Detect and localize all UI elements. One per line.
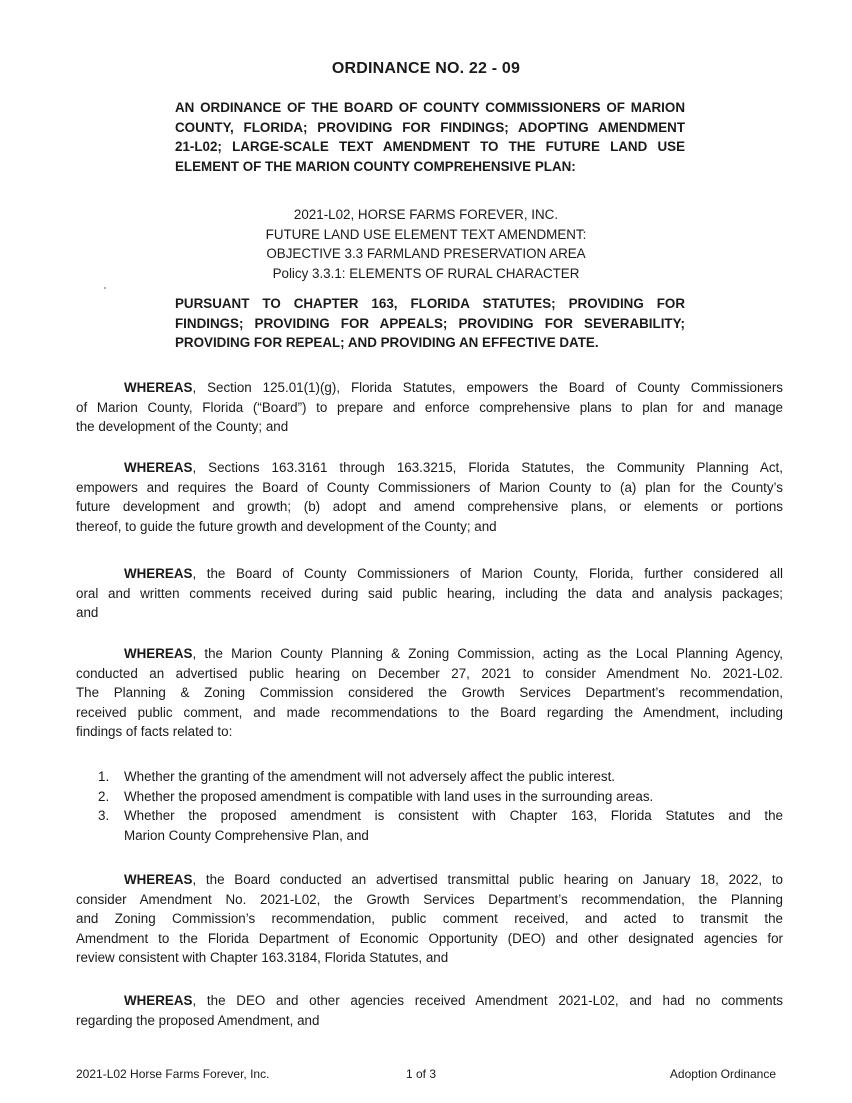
paragraph-line: and Zoning Commission’s recommendation, public comment received, and acted to transmit the: [76, 911, 783, 927]
list-number: 2.: [98, 788, 110, 804]
paragraph-line: thereof, to guide the future growth and development of the County; and: [76, 518, 497, 534]
whereas-label: WHEREAS: [124, 460, 193, 475]
whereas-label: WHEREAS: [124, 872, 193, 887]
paragraph-line: WHEREAS, the Marion County Planning & Zoning Commission, acting as the Local Planning Agency,: [124, 646, 783, 661]
caption-line: FINDINGS; PROVIDING FOR APPEALS; PROVIDING FOR SEVERABILITY;: [175, 315, 685, 331]
amendment-line: Policy 3.3.1: ELEMENTS OF RURAL CHARACTER: [272, 265, 580, 281]
paragraph-line: consider Amendment No. 2021-L02, the Growth Services Department’s recommendation, the Planning: [76, 891, 783, 907]
caption-line: AN ORDINANCE OF THE BOARD OF COUNTY COMMISSIONERS OF MARION: [175, 100, 685, 115]
list-number: 3.: [98, 808, 110, 824]
whereas-label: WHEREAS: [124, 646, 193, 661]
list-item: [98, 787, 783, 807]
paragraph-line: review consistent with Chapter 163.3184, Florida Statutes, and: [76, 950, 449, 966]
list-item-text: Whether the proposed amendment is consistent with Chapter 163, Florida Statutes and the: [124, 808, 783, 824]
caption-line: PURSUANT TO CHAPTER 163, FLORIDA STATUTES; PROVIDING FOR: [175, 296, 685, 311]
paragraph-line: Amendment to the Florida Department of Economic Opportunity (DEO) and other designated agencies for: [76, 930, 783, 946]
paragraph-line: and: [76, 605, 99, 621]
scan-speck: [104, 287, 106, 289]
amendment-line: FUTURE LAND USE ELEMENT TEXT AMENDMENT:: [265, 226, 587, 242]
paragraph-line: received public comment, and made recommendations to the Board regarding the Amendment, including: [76, 704, 783, 720]
whereas-label: WHEREAS: [124, 993, 193, 1008]
list-item-text: Whether the proposed amendment is compatible with land uses in the surrounding areas.: [124, 788, 654, 804]
footer-document-type: Adoption Ordinance: [669, 1067, 776, 1081]
paragraph-line: future development and growth; (b) adopt and amend comprehensive plans, or elements or portions: [76, 499, 783, 515]
paragraph-line: findings of facts related to:: [76, 724, 233, 740]
findings-list: [98, 767, 783, 845]
footer-amendment-name: 2021-L02 Horse Farms Forever, Inc.: [76, 1067, 270, 1081]
amendment-line: 2021-L02, HORSE FARMS FOREVER, INC.: [293, 207, 559, 222]
whereas-paragraph: [76, 644, 783, 742]
paragraph-line: of Marion County, Florida (“Board”) to prepare and enforce comprehensive plans to plan for and manage: [76, 399, 783, 415]
caption-line: PROVIDING FOR REPEAL; AND PROVIDING AN EFFECTIVE DATE.: [175, 335, 599, 350]
footer-page-number: 1 of 3: [406, 1067, 437, 1081]
caption-line: 21-L02; LARGE-SCALE TEXT AMENDMENT TO THE FUTURE LAND USE: [175, 139, 685, 154]
paragraph-line: regarding the proposed Amendment, and: [76, 1012, 320, 1028]
paragraph-line: conducted an advertised public hearing on December 27, 2021 to consider Amendment No. 2021-L02.: [76, 665, 783, 681]
whereas-label: WHEREAS: [124, 566, 193, 581]
list-item-text: Whether the granting of the amendment will not adversely affect the public interest.: [124, 769, 616, 784]
paragraph-line: empowers and requires the Board of County Commissioners of Marion County to (a) plan for the County’s: [76, 479, 783, 495]
paragraph-line: The Planning & Zoning Commission considered the Growth Services Department’s recommendation,: [76, 685, 783, 701]
whereas-paragraph: [76, 870, 783, 968]
amendment-block: [0, 205, 852, 283]
list-number: 1.: [98, 769, 110, 784]
paragraph-line: WHEREAS, Sections 163.3161 through 163.3215, Florida Statutes, the Community Planning Act,: [124, 460, 783, 475]
whereas-label: WHEREAS: [124, 380, 193, 395]
list-item: [98, 806, 783, 845]
caption-line: COUNTY, FLORIDA; PROVIDING FOR FINDINGS; ADOPTING AMENDMENT: [175, 119, 685, 135]
paragraph-line: WHEREAS, the Board of County Commissioners of Marion County, Florida, further considered all: [124, 566, 783, 581]
ordinance-caption-continued: [175, 294, 685, 353]
paragraph-line: WHEREAS, Section 125.01(1)(g), Florida Statutes, empowers the Board of County Commissioners: [124, 380, 783, 395]
whereas-paragraph: [76, 991, 783, 1030]
paragraph-line: the development of the County; and: [76, 419, 289, 435]
caption-line: ELEMENT OF THE MARION COUNTY COMPREHENSIVE PLAN:: [175, 158, 576, 174]
whereas-paragraph: [76, 564, 783, 623]
amendment-line: OBJECTIVE 3.3 FARMLAND PRESERVATION AREA: [266, 246, 586, 261]
paragraph-line: oral and written comments received during said public hearing, including the data and analysis packages;: [76, 585, 783, 601]
ordinance-title: ORDINANCE NO. 22 - 09: [331, 60, 521, 77]
whereas-paragraph: [76, 378, 783, 437]
paragraph-line: WHEREAS, the Board conducted an advertised transmittal public hearing on January 18, 2022, to: [124, 872, 783, 887]
ordinance-caption: [175, 98, 685, 176]
whereas-paragraph: [76, 458, 783, 536]
paragraph-line: WHEREAS, the DEO and other agencies received Amendment 2021-L02, and had no comments: [124, 993, 783, 1008]
list-item-text: Marion County Comprehensive Plan, and: [124, 827, 369, 843]
list-item: [98, 767, 783, 787]
